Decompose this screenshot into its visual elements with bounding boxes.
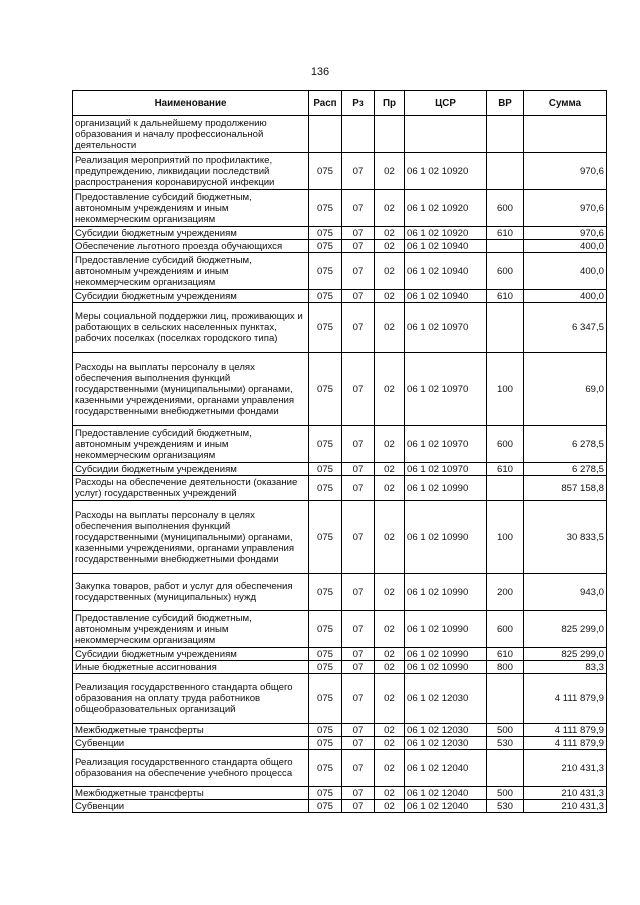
row-pr: 02 bbox=[375, 426, 405, 463]
row-csr: 06 1 02 10990 bbox=[405, 574, 487, 611]
row-sum: 210 431,3 bbox=[524, 800, 607, 813]
row-vr bbox=[487, 303, 524, 353]
row-sum: 970,6 bbox=[524, 227, 607, 240]
row-rasp: 075 bbox=[309, 463, 342, 476]
row-rasp: 075 bbox=[309, 674, 342, 724]
row-pr: 02 bbox=[375, 750, 405, 787]
row-vr: 500 bbox=[487, 787, 524, 800]
table-row bbox=[73, 426, 607, 463]
row-vr: 600 bbox=[487, 253, 524, 290]
row-vr: 200 bbox=[487, 574, 524, 611]
row-sum: 6 278,5 bbox=[524, 463, 607, 476]
row-csr: 06 1 02 10920 bbox=[405, 153, 487, 190]
row-csr: 06 1 02 10990 bbox=[405, 476, 487, 501]
row-rz: 07 bbox=[342, 153, 375, 190]
row-vr bbox=[487, 240, 524, 253]
row-rz: 07 bbox=[342, 661, 375, 674]
header-vr: ВР bbox=[487, 91, 524, 116]
row-pr: 02 bbox=[375, 303, 405, 353]
row-rasp: 075 bbox=[309, 611, 342, 648]
row-rz: 07 bbox=[342, 800, 375, 813]
row-sum: 943,0 bbox=[524, 574, 607, 611]
table-row bbox=[73, 787, 607, 800]
row-csr: 06 1 02 10940 bbox=[405, 240, 487, 253]
row-name: Закупка товаров, работ и услуг для обеспечения государственных (муниципальных) нужд bbox=[73, 574, 309, 611]
row-sum: 970,6 bbox=[524, 153, 607, 190]
row-pr: 02 bbox=[375, 574, 405, 611]
row-sum: 400,0 bbox=[524, 290, 607, 303]
table-row bbox=[73, 661, 607, 674]
row-rz: 07 bbox=[342, 787, 375, 800]
row-sum: 400,0 bbox=[524, 240, 607, 253]
header-sum: Сумма bbox=[524, 91, 607, 116]
table-row bbox=[73, 190, 607, 227]
row-csr bbox=[405, 116, 487, 153]
page-number: 136 bbox=[310, 66, 330, 78]
row-vr: 530 bbox=[487, 800, 524, 813]
row-sum: 30 833,5 bbox=[524, 501, 607, 574]
row-name: Расходы на выплаты персоналу в целях обеспечения выполнения функций государственными (муниципальными) органами, казенными учреждениями, органами управления государственными внебюджетными фондами bbox=[73, 501, 309, 574]
table-row bbox=[73, 724, 607, 737]
row-vr: 800 bbox=[487, 661, 524, 674]
row-vr: 610 bbox=[487, 290, 524, 303]
row-rz: 07 bbox=[342, 737, 375, 750]
table-row bbox=[73, 674, 607, 724]
row-name: Реализация государственного стандарта общего образования на обеспечение учебного процесса bbox=[73, 750, 309, 787]
row-rz: 07 bbox=[342, 674, 375, 724]
row-rz: 07 bbox=[342, 501, 375, 574]
row-sum: 83,3 bbox=[524, 661, 607, 674]
row-vr: 500 bbox=[487, 724, 524, 737]
row-name: Субсидии бюджетным учреждениям bbox=[73, 227, 309, 240]
row-rasp: 075 bbox=[309, 290, 342, 303]
table-row bbox=[73, 290, 607, 303]
row-pr: 02 bbox=[375, 674, 405, 724]
row-pr: 02 bbox=[375, 463, 405, 476]
row-rasp: 075 bbox=[309, 750, 342, 787]
row-pr: 02 bbox=[375, 724, 405, 737]
row-sum: 6 278,5 bbox=[524, 426, 607, 463]
table-row bbox=[73, 353, 607, 426]
row-sum: 825 299,0 bbox=[524, 611, 607, 648]
header-rasp: Расп bbox=[309, 91, 342, 116]
header-csr: ЦСР bbox=[405, 91, 487, 116]
row-csr: 06 1 02 10990 bbox=[405, 501, 487, 574]
row-pr: 02 bbox=[375, 227, 405, 240]
row-rz: 07 bbox=[342, 227, 375, 240]
row-name: Субвенции bbox=[73, 800, 309, 813]
row-csr: 06 1 02 10970 bbox=[405, 426, 487, 463]
row-csr: 06 1 02 10970 bbox=[405, 463, 487, 476]
row-vr bbox=[487, 153, 524, 190]
row-pr: 02 bbox=[375, 648, 405, 661]
row-vr: 610 bbox=[487, 648, 524, 661]
row-name: Расходы на обеспечение деятельности (оказание услуг) государственных учреждений bbox=[73, 476, 309, 501]
row-sum: 210 431,3 bbox=[524, 787, 607, 800]
row-name: Предоставление субсидий бюджетным, автономным учреждениям и иным некоммерческим организациям bbox=[73, 426, 309, 463]
row-vr: 530 bbox=[487, 737, 524, 750]
row-name: Иные бюджетные ассигнования bbox=[73, 661, 309, 674]
row-rz: 07 bbox=[342, 750, 375, 787]
table-row bbox=[73, 253, 607, 290]
row-name: Предоставление субсидий бюджетным, автономным учреждениям и иным некоммерческим организациям bbox=[73, 611, 309, 648]
row-pr: 02 bbox=[375, 501, 405, 574]
row-rz: 07 bbox=[342, 353, 375, 426]
row-pr: 02 bbox=[375, 353, 405, 426]
row-rz: 07 bbox=[342, 574, 375, 611]
row-vr: 600 bbox=[487, 190, 524, 227]
row-rasp: 075 bbox=[309, 661, 342, 674]
table-row bbox=[73, 611, 607, 648]
row-name: Предоставление субсидий бюджетным, автономным учреждениям и иным некоммерческим организациям bbox=[73, 190, 309, 227]
row-name: Межбюджетные трансферты bbox=[73, 787, 309, 800]
row-pr: 02 bbox=[375, 661, 405, 674]
row-rasp: 075 bbox=[309, 800, 342, 813]
row-pr bbox=[375, 116, 405, 153]
table-row bbox=[73, 737, 607, 750]
row-sum bbox=[524, 116, 607, 153]
row-rasp: 075 bbox=[309, 787, 342, 800]
row-sum: 4 111 879,9 bbox=[524, 737, 607, 750]
row-name: Расходы на выплаты персоналу в целях обеспечения выполнения функций государственными (муниципальными) органами, казенными учреждениями, органами управления государственными внебюджетными фондами bbox=[73, 353, 309, 426]
row-rasp: 075 bbox=[309, 353, 342, 426]
row-csr: 06 1 02 10940 bbox=[405, 290, 487, 303]
row-sum: 825 299,0 bbox=[524, 648, 607, 661]
row-csr: 06 1 02 10990 bbox=[405, 661, 487, 674]
table-row bbox=[73, 476, 607, 501]
table-row bbox=[73, 153, 607, 190]
row-csr: 06 1 02 12030 bbox=[405, 724, 487, 737]
row-rz: 07 bbox=[342, 190, 375, 227]
row-pr: 02 bbox=[375, 787, 405, 800]
table-row bbox=[73, 116, 607, 153]
row-rasp: 075 bbox=[309, 426, 342, 463]
row-rasp: 075 bbox=[309, 190, 342, 227]
row-rz: 07 bbox=[342, 611, 375, 648]
row-rz: 07 bbox=[342, 290, 375, 303]
row-csr: 06 1 02 10970 bbox=[405, 303, 487, 353]
row-rasp: 075 bbox=[309, 648, 342, 661]
row-sum: 400,0 bbox=[524, 253, 607, 290]
table-row bbox=[73, 463, 607, 476]
row-pr: 02 bbox=[375, 737, 405, 750]
row-rz: 07 bbox=[342, 476, 375, 501]
table-row bbox=[73, 227, 607, 240]
table-row bbox=[73, 240, 607, 253]
header-name: Наименование bbox=[73, 91, 309, 116]
row-rasp: 075 bbox=[309, 303, 342, 353]
row-pr: 02 bbox=[375, 253, 405, 290]
row-pr: 02 bbox=[375, 190, 405, 227]
row-rasp bbox=[309, 116, 342, 153]
row-pr: 02 bbox=[375, 240, 405, 253]
table-row bbox=[73, 574, 607, 611]
table-row bbox=[73, 800, 607, 813]
row-csr: 06 1 02 10940 bbox=[405, 253, 487, 290]
row-sum: 970,6 bbox=[524, 190, 607, 227]
table-row bbox=[73, 750, 607, 787]
row-vr bbox=[487, 674, 524, 724]
row-sum: 210 431,3 bbox=[524, 750, 607, 787]
budget-table bbox=[72, 90, 607, 813]
row-csr: 06 1 02 10920 bbox=[405, 227, 487, 240]
row-name: Меры социальной поддержки лиц, проживающих и работающих в сельских населенных пунктах, рабочих поселках (поселках городского типа) bbox=[73, 303, 309, 353]
row-sum: 857 158,8 bbox=[524, 476, 607, 501]
row-rz bbox=[342, 116, 375, 153]
row-rz: 07 bbox=[342, 463, 375, 476]
row-csr: 06 1 02 10970 bbox=[405, 353, 487, 426]
row-csr: 06 1 02 10920 bbox=[405, 190, 487, 227]
row-csr: 06 1 02 12040 bbox=[405, 787, 487, 800]
row-vr bbox=[487, 476, 524, 501]
row-vr bbox=[487, 116, 524, 153]
row-sum: 69,0 bbox=[524, 353, 607, 426]
row-pr: 02 bbox=[375, 290, 405, 303]
row-rasp: 075 bbox=[309, 737, 342, 750]
row-csr: 06 1 02 10990 bbox=[405, 611, 487, 648]
row-pr: 02 bbox=[375, 476, 405, 501]
row-rz: 07 bbox=[342, 648, 375, 661]
row-name: Обеспечение льготного проезда обучающихся bbox=[73, 240, 309, 253]
row-vr bbox=[487, 750, 524, 787]
row-rz: 07 bbox=[342, 426, 375, 463]
row-rz: 07 bbox=[342, 724, 375, 737]
row-name: Реализация государственного стандарта общего образования на оплату труда работников общеобразовательных организаций bbox=[73, 674, 309, 724]
row-rasp: 075 bbox=[309, 501, 342, 574]
row-name: Межбюджетные трансферты bbox=[73, 724, 309, 737]
row-csr: 06 1 02 10990 bbox=[405, 648, 487, 661]
row-name: Реализация мероприятий по профилактике, предупреждению, ликвидации последствий распространения коронавирусной инфекции bbox=[73, 153, 309, 190]
table-row bbox=[73, 303, 607, 353]
row-vr: 100 bbox=[487, 501, 524, 574]
table-header-row bbox=[73, 91, 607, 116]
row-csr: 06 1 02 12030 bbox=[405, 674, 487, 724]
row-name: организаций к дальнейшему продолжению образования и началу профессиональной деятельности bbox=[73, 116, 309, 153]
row-name: Субсидии бюджетным учреждениям bbox=[73, 648, 309, 661]
table-row bbox=[73, 501, 607, 574]
row-rasp: 075 bbox=[309, 724, 342, 737]
row-vr: 600 bbox=[487, 426, 524, 463]
row-rz: 07 bbox=[342, 253, 375, 290]
row-rasp: 075 bbox=[309, 240, 342, 253]
row-sum: 4 111 879,9 bbox=[524, 674, 607, 724]
row-rasp: 075 bbox=[309, 153, 342, 190]
row-csr: 06 1 02 12040 bbox=[405, 750, 487, 787]
row-name: Предоставление субсидий бюджетным, автономным учреждениям и иным некоммерческим организациям bbox=[73, 253, 309, 290]
row-sum: 4 111 879,9 bbox=[524, 724, 607, 737]
row-rz: 07 bbox=[342, 240, 375, 253]
row-pr: 02 bbox=[375, 611, 405, 648]
row-pr: 02 bbox=[375, 800, 405, 813]
row-name: Субсидии бюджетным учреждениям bbox=[73, 290, 309, 303]
row-vr: 610 bbox=[487, 227, 524, 240]
row-rasp: 075 bbox=[309, 574, 342, 611]
row-csr: 06 1 02 12030 bbox=[405, 737, 487, 750]
row-vr: 610 bbox=[487, 463, 524, 476]
row-sum: 6 347,5 bbox=[524, 303, 607, 353]
row-rasp: 075 bbox=[309, 253, 342, 290]
row-vr: 100 bbox=[487, 353, 524, 426]
row-rasp: 075 bbox=[309, 476, 342, 501]
row-vr: 600 bbox=[487, 611, 524, 648]
row-rz: 07 bbox=[342, 303, 375, 353]
table-row bbox=[73, 648, 607, 661]
row-name: Субвенции bbox=[73, 737, 309, 750]
row-name: Субсидии бюджетным учреждениям bbox=[73, 463, 309, 476]
row-csr: 06 1 02 12040 bbox=[405, 800, 487, 813]
header-pr: Пр bbox=[375, 91, 405, 116]
row-pr: 02 bbox=[375, 153, 405, 190]
header-rz: Рз bbox=[342, 91, 375, 116]
row-rasp: 075 bbox=[309, 227, 342, 240]
